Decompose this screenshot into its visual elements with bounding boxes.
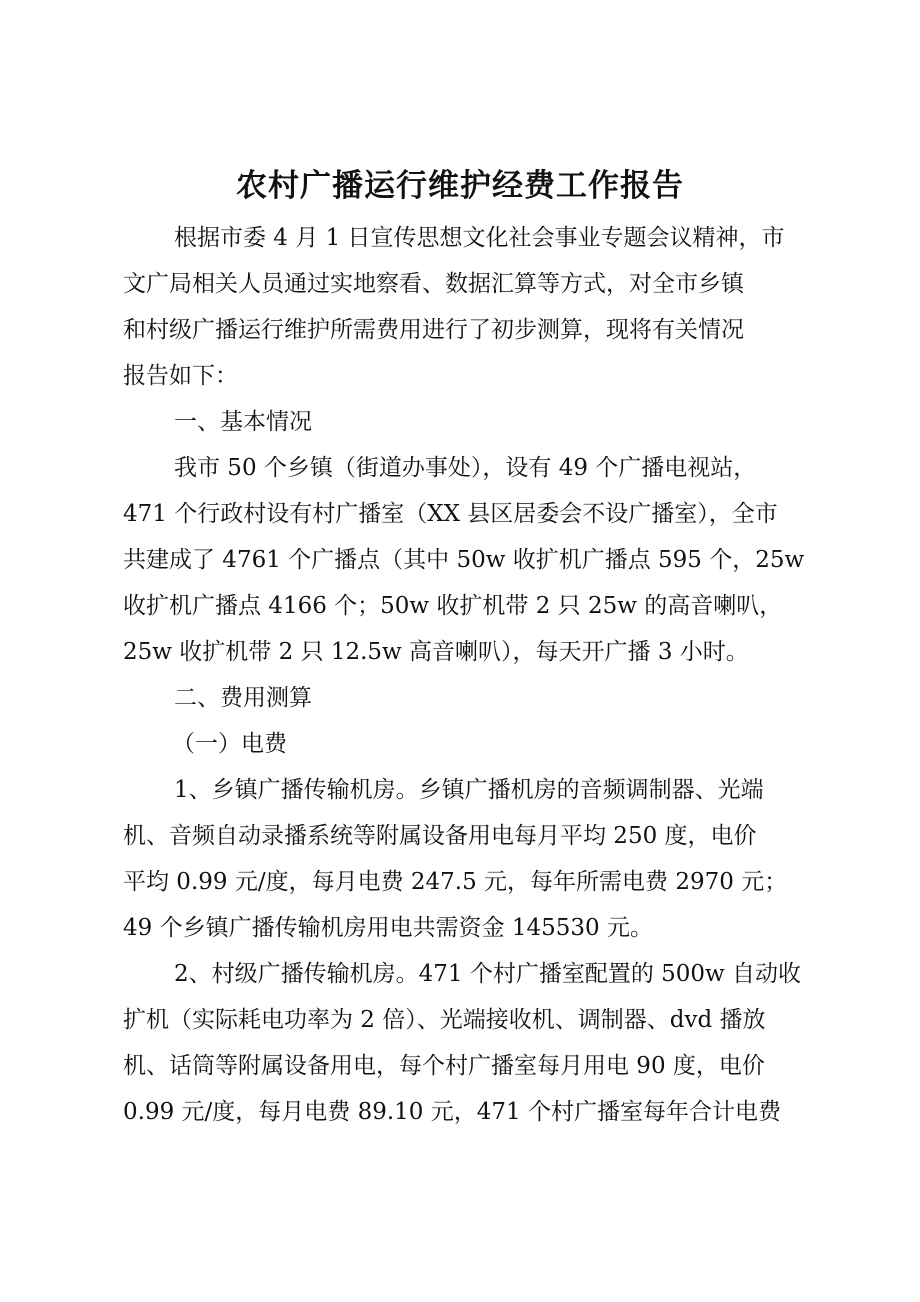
paragraph-line: 2、村级广播传输机房。471 个村广播室配置的 500w 自动收 [174,961,802,987]
paragraph-line: 0.99 元/度，每月电费 89.10 元，471 个村广播室每年合计电费 [123,1099,781,1125]
paragraph-line: 25w 收扩机带 2 只 12.5w 高音喇叭），每天开广播 3 小时。 [123,639,749,665]
paragraph-line: 和村级广播运行维护所需费用进行了初步测算，现将有关情况 [123,317,744,343]
paragraph-line: 1、乡镇广播传输机房。乡镇广播机房的音频调制器、光端 [174,777,764,803]
paragraph-line: 机、话筒等附属设备用电，每个村广播室每月用电 90 度，电价 [123,1053,765,1079]
paragraph-line: 文广局相关人员通过实地察看、数据汇算等方式，对全市乡镇 [123,271,744,297]
paragraph-line: 共建成了 4761 个广播点（其中 50w 收扩机广播点 595 个，25w [123,547,805,573]
paragraph-line: 机、音频自动录播系统等附属设备用电每月平均 250 度，电价 [123,823,757,849]
document-title: 农村广播运行维护经费工作报告 [236,168,684,204]
paragraph-line: 根据市委 4 月 1 日宣传思想文化社会事业专题会议精神，市 [174,225,785,251]
paragraph-line: 报告如下： [123,363,238,389]
subsection-heading: （一）电费 [172,731,287,757]
paragraph-line: 扩机（实际耗电功率为 2 倍）、光端接收机、调制器、dvd 播放 [123,1007,766,1033]
paragraph-line: 471 个行政村设有村广播室（XX 县区居委会不设广播室），全市 [123,501,778,527]
section-heading: 二、费用测算 [174,685,312,711]
paragraph-line: 49 个乡镇广播传输机房用电共需资金 145530 元。 [123,915,653,941]
section-heading: 一、基本情况 [174,409,312,435]
paragraph-line: 收扩机广播点 4166 个；50w 收扩机带 2 只 25w 的高音喇叭， [123,593,783,619]
paragraph-line: 平均 0.99 元/度，每月电费 247.5 元，每年所需电费 2970 元； [123,869,788,895]
paragraph-line: 我市 50 个乡镇（街道办事处），设有 49 个广播电视站， [174,455,757,481]
